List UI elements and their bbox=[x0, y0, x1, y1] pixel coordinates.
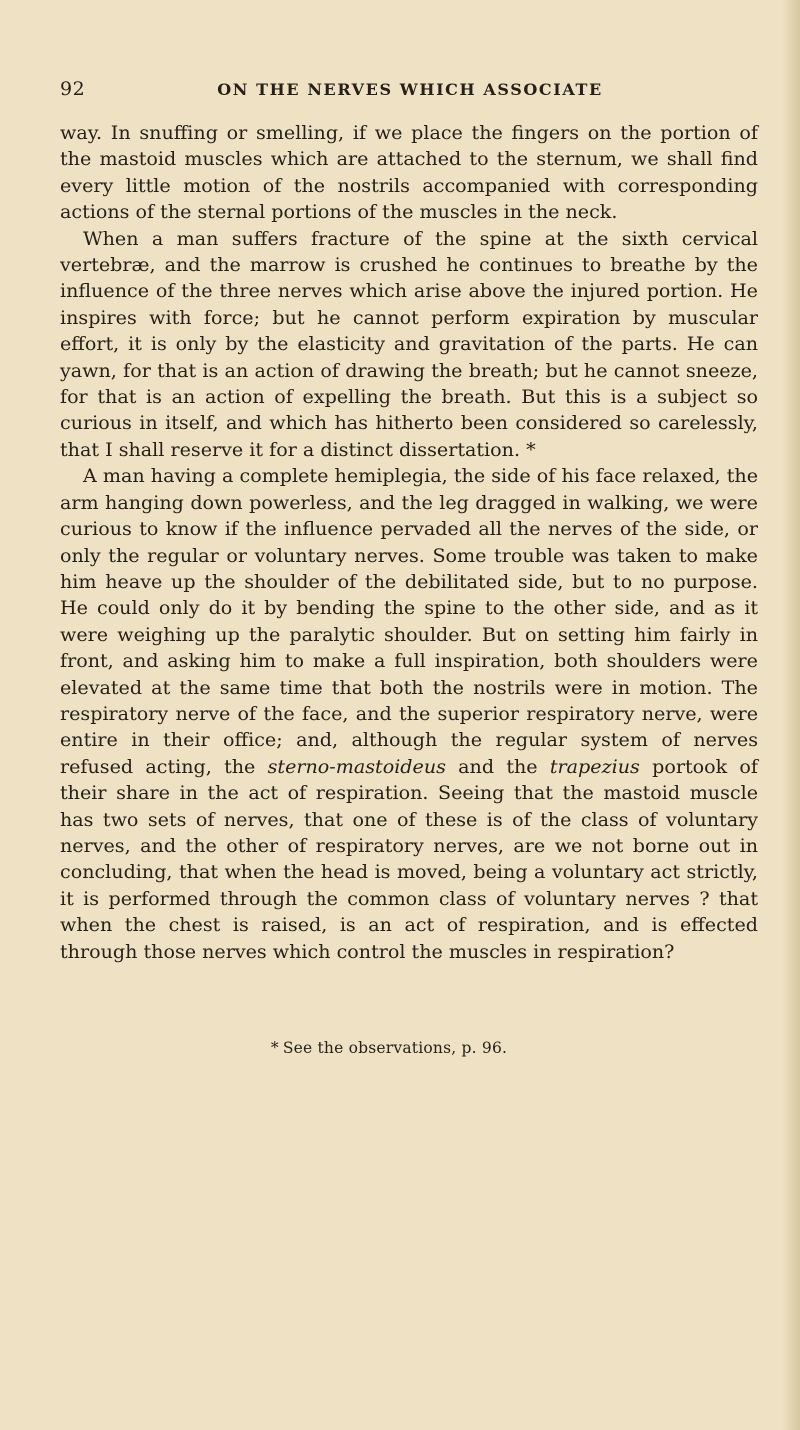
paragraph-3-text-a: A man having a complete hemiplegia, the side of his face relaxed, the arm hanging down powerless, and the leg dragged in walking, we were curious to know if the influence pervaded all the nerves of the side, or only the regular or voluntary nerves. Some trouble was taken to make him heave up the shoulder of the debilitated side, but to no purpose. He could only do it by bending the spine to the other side, and as it were weighing up the paralytic shoulder. But on setting him fairly in front, and asking him to make a full inspiration, both shoulders were elevated at the same time that both the nostrils were in motion. The respiratory nerve of the face, and the superior respiratory nerve, were entire in their office; and, although the regular system of nerves refused acting, the bbox=[60, 464, 758, 778]
running-head: ON THE NERVES WHICH ASSOCIATE bbox=[217, 80, 603, 99]
paragraph-2: When a man suffers fracture of the spine at the sixth cervical vertebræ, and the marrow is crushed he continues to breathe by the influence of the three nerves which arise above the injured portion. He inspires with force; but he cannot perform expiration by muscular effort, it is only by the elasticity and gravitation of the parts. He can yawn, for that is an action of drawing the breath; but he cannot sneeze, for that is an action of expelling the breath. But this is a subject so curious in itself, and which has hitherto been considered so carelessly, that I shall reserve it for a distinct dissertation. * bbox=[60, 226, 758, 461]
page-edge-shadow bbox=[782, 0, 800, 1430]
footnote-text: See the observations, p. 96. bbox=[282, 1039, 508, 1057]
footnote-mark: * bbox=[270, 1039, 279, 1057]
paragraph-3-text-b: and the bbox=[445, 754, 550, 778]
page-number: 92 bbox=[60, 78, 86, 100]
italic-term-trapezius: trapezius bbox=[549, 754, 640, 778]
page-header bbox=[60, 78, 760, 106]
paragraph-3-text-c: portook of their share in the act of respiration. Seeing that the mastoid muscle has two sets of nerves, that one of these is of the class of voluntary nerves, and the other of respiratory nerves, are we not borne out in concluding, that when the head is moved, being a voluntary act strictly, it is performed through the common class of voluntary nerves ? that when the chest is raised, is an act of respiration, and is effected through those nerves which control the muscles in respiration? bbox=[60, 754, 758, 963]
paragraph-1: way. In snuffing or smelling, if we place the fingers on the portion of the mastoid muscles which are attached to the sternum, we shall find every little motion of the nostrils accompanied with corresponding actions of the sternal portions of the muscles in the neck. bbox=[60, 121, 758, 224]
paragraph-3 bbox=[60, 463, 758, 965]
body-text bbox=[60, 120, 758, 965]
footnote bbox=[60, 1039, 758, 1057]
italic-term-sterno-mastoideus: sterno-mastoideus bbox=[267, 754, 446, 778]
